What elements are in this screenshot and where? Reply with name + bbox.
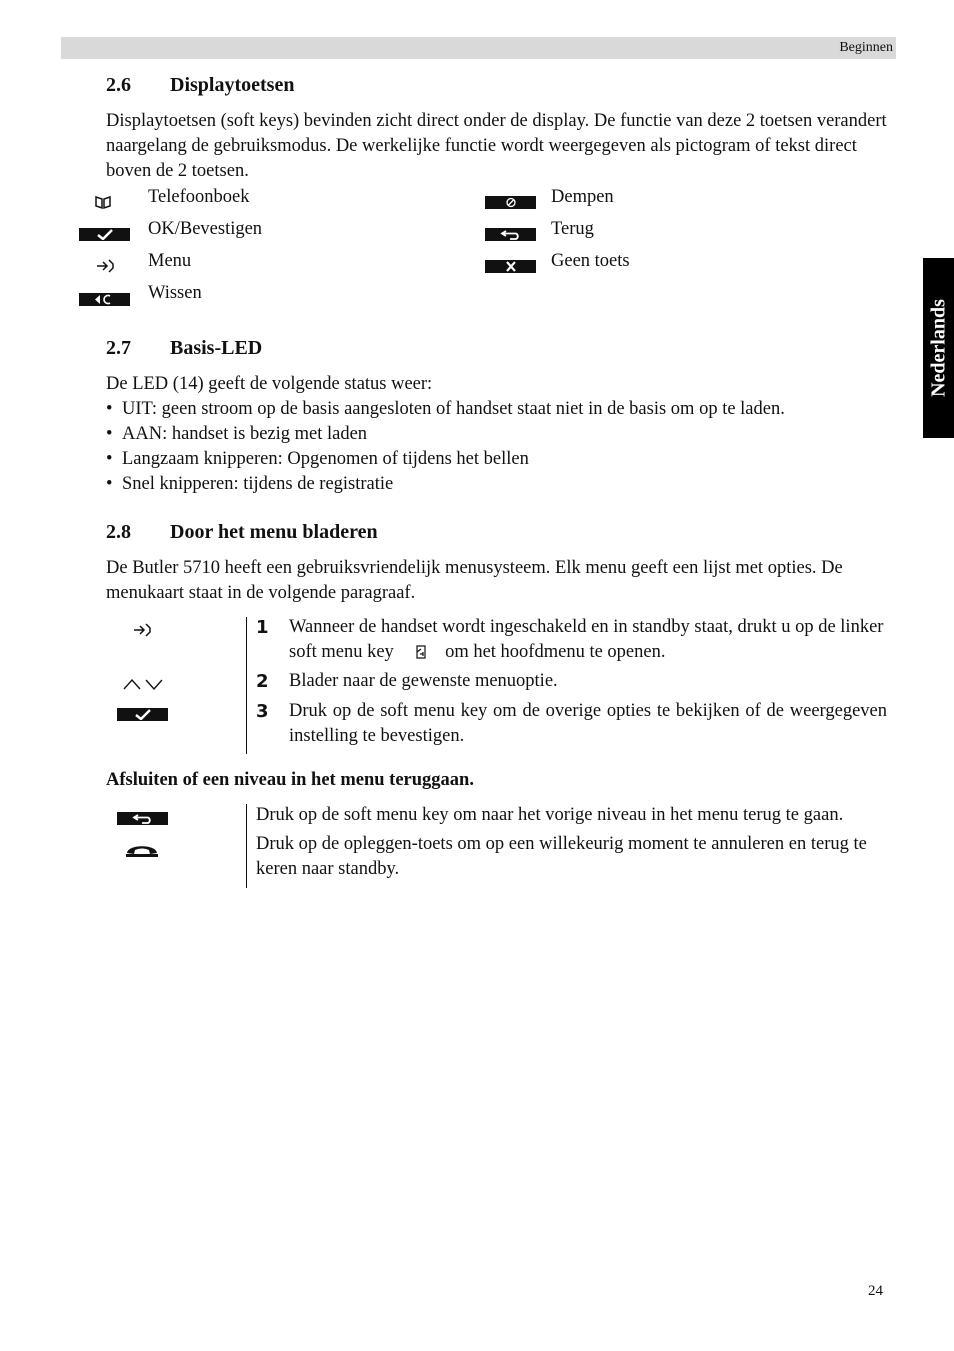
clear-backspace-icon — [79, 293, 130, 306]
exit-text — [256, 803, 896, 882]
mute-icon — [485, 196, 536, 209]
step-3-text: Druk op de soft menu key om de overige opties te bekijken of de weergegeven instelling te bevestigen. — [289, 701, 887, 746]
section-2-8-heading — [106, 521, 378, 544]
menu-arrow-icon — [133, 622, 153, 638]
header-section-label: Beginnen — [839, 40, 893, 55]
header-bar — [61, 37, 896, 59]
hang-up-icon — [124, 840, 160, 858]
section-number: 2.6 — [106, 74, 131, 96]
section-2-7-body — [106, 372, 896, 497]
exit-subheading: Afsluiten of een niveau in het menu teruggaan. — [106, 770, 474, 790]
section-2-6-intro — [106, 109, 896, 184]
ok-check-icon — [117, 708, 168, 721]
key-label-menu: Menu — [148, 251, 192, 271]
section-title: Door het menu bladeren — [170, 521, 378, 543]
exit-divider — [246, 804, 247, 888]
step-text-part: om het hoofdmenu te openen. — [445, 642, 666, 662]
menu-arrow-icon — [96, 258, 116, 274]
key-label-no-key: Geen toets — [551, 251, 630, 271]
soft-key-icon — [414, 644, 428, 660]
ok-check-icon — [79, 228, 130, 241]
language-side-tab — [923, 258, 954, 438]
step-2-text: Blader naar de gewenste menuoptie. — [289, 671, 558, 691]
list-item: • UIT: geen stroom op de basis aangesloten of handset staat niet in de basis om op te laden. — [106, 397, 896, 422]
paragraph: Druk op de opleggen-toets om op een willekeurig moment te annuleren en terug te keren naar standby. — [256, 834, 867, 879]
back-arrow-icon — [485, 228, 536, 241]
key-label-clear: Wissen — [148, 283, 202, 303]
step-1-text — [289, 615, 895, 665]
step-number: 1 — [256, 617, 269, 638]
section-2-8-intro — [106, 556, 896, 606]
key-label-phonebook: Telefoonboek — [148, 187, 250, 207]
key-label-ok: OK/Bevestigen — [148, 219, 263, 239]
section-2-6-heading — [106, 74, 294, 97]
language-side-tab-label: Nederlands — [927, 299, 949, 397]
list-item: • AAN: handset is bezig met laden — [106, 422, 896, 447]
no-key-x-icon — [485, 260, 536, 273]
up-down-scroll-icon — [122, 677, 164, 691]
section-title: Basis-LED — [170, 337, 263, 359]
step-number: 3 — [256, 701, 269, 722]
section-2-7-heading — [106, 337, 262, 360]
step-text-part: Wanneer de handset wordt ingeschakeld en in standby staat, drukt u op de linker soft menu key — [289, 617, 884, 662]
paragraph: De LED (14) geeft de volgende status weer: — [106, 374, 433, 394]
paragraph: Displaytoetsen (soft keys) bevinden zicht direct onder de display. De functie van deze 2 toetsen verandert naargelang de gebruiksmodus. De werkelijke functie wordt weergegeven als pictogram of tekst direct boven de 2 toetsen. — [106, 111, 887, 181]
page-number: 24 — [868, 1283, 883, 1299]
section-title: Displaytoetsen — [170, 74, 295, 96]
list-item: • Langzaam knipperen: Opgenomen of tijdens het bellen — [106, 447, 896, 472]
paragraph: De Butler 5710 heeft een gebruiksvriendelijk menusysteem. Elk menu geeft een lijst met opties. De menukaart staat in de volgende paragraaf. — [106, 558, 843, 603]
paragraph: Druk op de soft menu key om naar het vorige niveau in het menu terug te gaan. — [256, 805, 844, 825]
step-number: 2 — [256, 671, 269, 692]
list-item: • Snel knipperen: tijdens de registratie — [106, 472, 896, 497]
phonebook-icon — [93, 194, 113, 210]
section-number: 2.7 — [106, 337, 131, 359]
section-number: 2.8 — [106, 521, 131, 543]
led-status-list — [106, 397, 896, 497]
steps-divider — [246, 617, 247, 754]
key-label-back: Terug — [551, 219, 594, 239]
key-label-mute: Dempen — [551, 187, 614, 207]
back-arrow-icon — [117, 812, 168, 825]
